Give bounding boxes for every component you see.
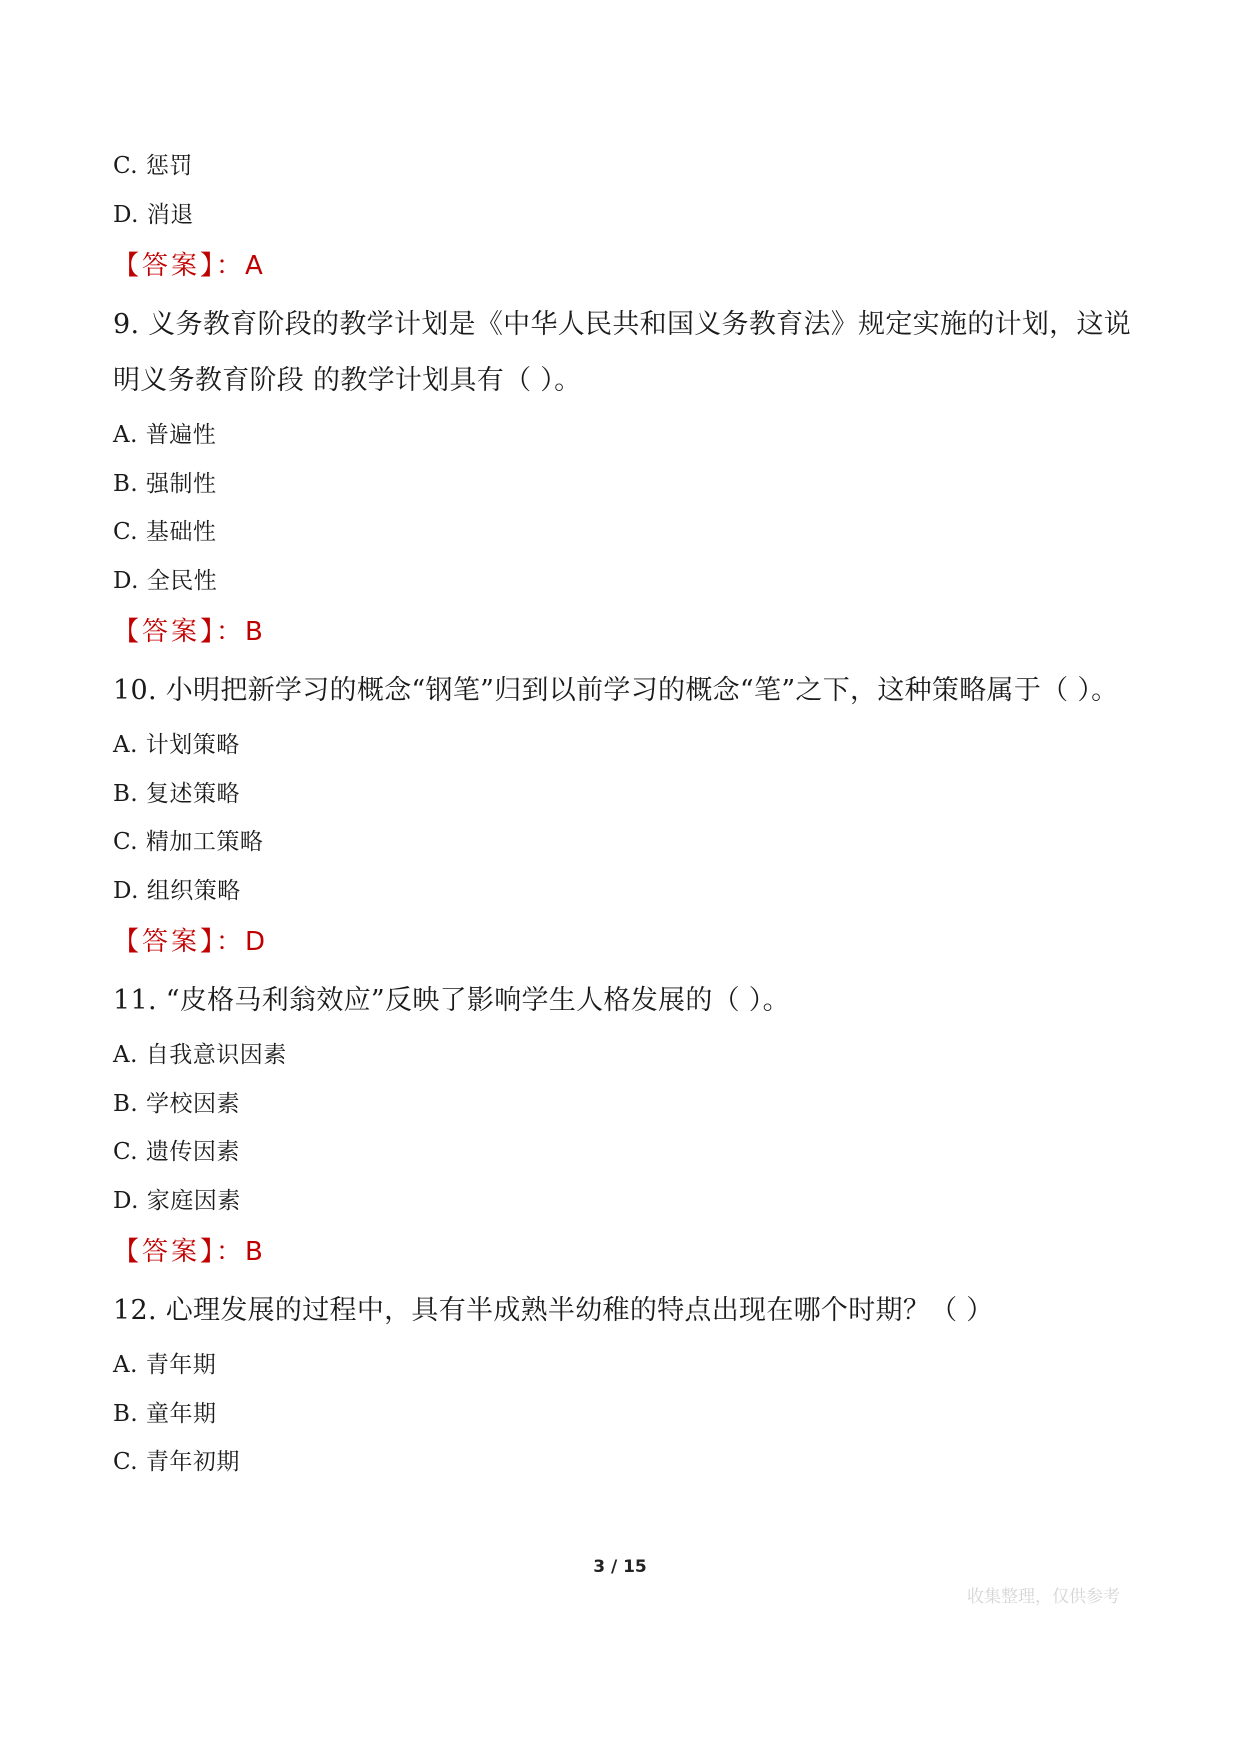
option-a-q9: A. 普遍性 [113,422,217,448]
option-b-q10: B. 复述策略 [113,780,241,807]
answer-q8: 【答案】：A [113,251,266,281]
answer-q11: 【答案】：B [113,1237,266,1267]
question-12: 12. 心理发展的过程中，具有半成熟半幼稚的特点出现在哪个时期？（ ） [113,1295,994,1326]
answer-q10: 【答案】：D [113,927,269,957]
option-c-q9: C. 基础性 [113,519,217,545]
option-d-q10: D. 组织策略 [113,877,241,904]
option-a-q11: A. 自我意识因素 [113,1042,287,1068]
option-d-q9: D. 全民性 [113,567,218,594]
option-c-q10: C. 精加工策略 [113,829,264,855]
option-b-q12: B. 童年期 [113,1400,217,1427]
question-9: 9. 义务教育阶段的教学计划是《中华人民共和国义务教育法》规定实施的计划，这说明义务教育阶段 的教学计划具有（ ）。 [113,309,1132,396]
option-a-q12: A. 青年期 [113,1352,217,1378]
option-d-q11: D. 家庭因素 [113,1187,241,1214]
option-c-q11: C. 遗传因素 [113,1139,240,1165]
option-c-q8: C. 惩罚 [113,153,193,179]
page-content [113,142,1133,1487]
option-d-q8: D. 消退 [113,201,194,228]
option-b-q11: B. 学校因素 [113,1090,241,1117]
option-c-q12: C. 青年初期 [113,1449,240,1475]
watermark-text: 收集整理，仅供参考 [967,1587,1120,1607]
page-number: 3 / 15 [593,1557,647,1577]
option-a-q10: A. 计划策略 [113,732,240,758]
answer-q9: 【答案】：B [113,617,266,647]
option-b-q9: B. 强制性 [113,470,217,497]
question-11: 11. “皮格马利翁效应”反映了影响学生人格发展的（ ）。 [113,985,790,1016]
question-10: 10. 小明把新学习的概念“钢笔”归到以前学习的概念“笔”之下，这种策略属于（ ）。 [113,675,1119,706]
